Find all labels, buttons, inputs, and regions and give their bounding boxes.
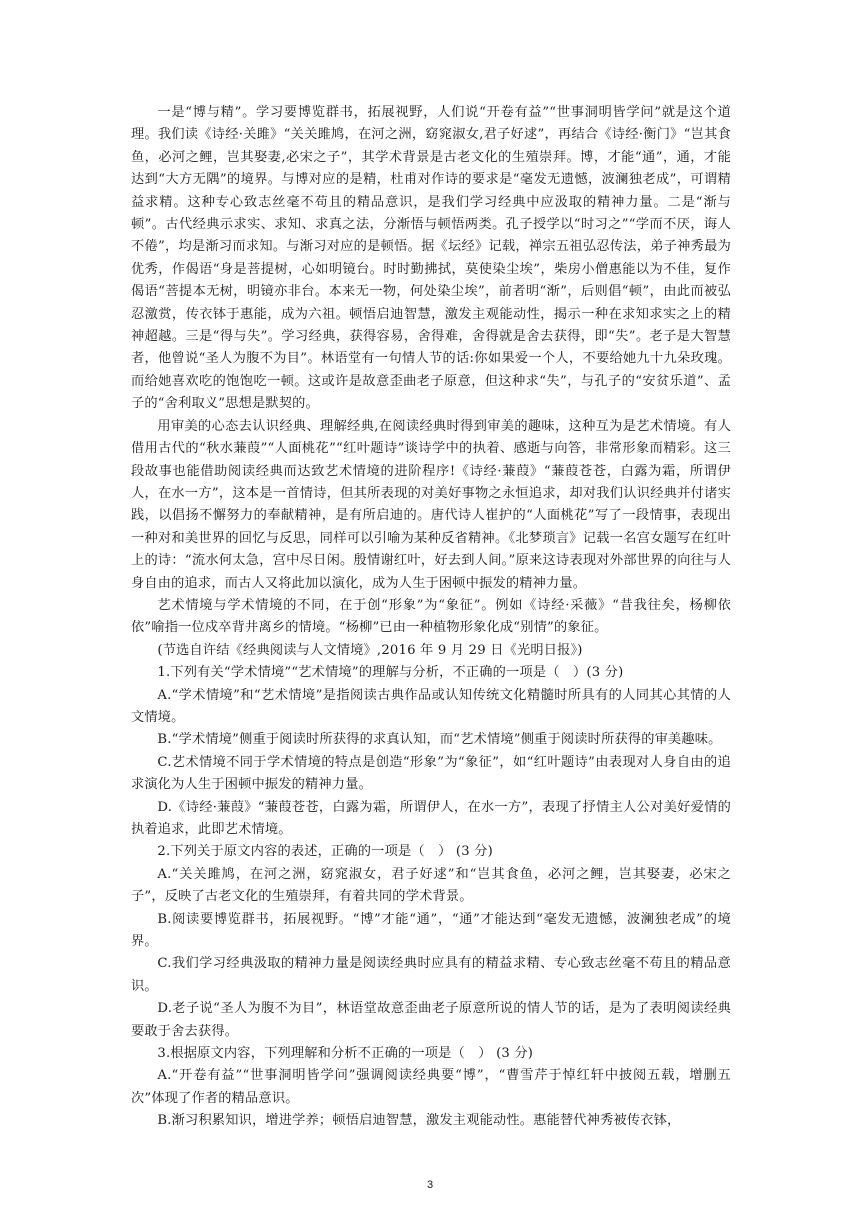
question-2-stem: 2.下列关于原文内容的表述，正确的一项是（ ） (3 分) (157, 844, 493, 860)
question-3-option-b: B.渐习积累知识，增进学养；顿悟启迪智慧，激发主观能动性。惠能替代神秀被传衣钵， (157, 1113, 681, 1129)
question-2-option-a: A.“关关雎鸠，在河之洲，窈窕淑女，君子好逑”和“岂其食鱼，必河之鲤，岂其娶妻，必宋之子”，反映了古老文化的生殖崇拜，有着共同的学术背景。 (131, 866, 731, 905)
question-1-option-b: B.“学术情境”侧重于阅读时所获得的求真认知，而“艺术情境”侧重于阅读时所获得的审美趣味。 (157, 732, 722, 748)
paragraph-symbol: 艺术情境与学术情境的不同，在于创“形象”为“象征”。例如《诗经·采薇》“昔我往矣，杨柳依依”喻指一位戍卒背井离乡的情境。“杨柳”已由一种植物形象化成“别情”的象征。 (131, 597, 731, 636)
document-body (131, 102, 731, 1133)
question-2-option-d: D.老子说“圣人为腹不为目”，林语堂故意歪曲老子原意所说的情人节的话，是为了表明阅读经典要敢于舍去获得。 (131, 1001, 731, 1039)
paragraph-artistic-context: 用审美的心态去认识经典、理解经典,在阅读经典时得到审美的趣味，这种互为是艺术情境。有人借用古代的“秋水蒹葭”“人面桃花”“红叶题诗”谈诗学中的执着、感逝与向答，非常形象而精彩。这三段故事也能借助阅读经典而达致艺术情境的进阶程序!《诗经·蒹葭》“蒹葭苍苍，白露为霜，所谓伊人，在水一方”，这本是一首情诗，但其所表现的对美好事物之永恒追求，却对我们认识经典并付诸实践，以倡扬不懈努力的奉献精神，是有所启迪的。唐代诗人崔护的“人面桃花”写了一段情事，表现出一种对和美世界的回忆与反思，同样可以引喻为某种反省精神。《北梦琐言》记载一名宫女题写在红叶上的诗：“流水何太急，宫中尽日闲。殷情谢红叶，好去到人间。”原来这诗表现对外部世界的向往与人身自由的追求，而古人又将此加以演化，成为人生于困顿中振发的精神力量。 (131, 418, 731, 591)
question-3-option-a: A.“开卷有益”“世事洞明皆学问”强调阅读经典要“博”，“曹雪芹于悼红轩中披阅五载，增删五次”体现了作者的精品意识。 (131, 1068, 731, 1106)
question-2-option-c: C.我们学习经典汲取的精神力量是阅读经典时应具有的精益求精、专心致志丝毫不苟且的精品意识。 (131, 956, 731, 994)
page-number: 3 (426, 1179, 434, 1191)
question-1-option-a: A.“学术情境”和“艺术情境”是指阅读古典作品或认知传统文化精髓时所具有的人同其心其情的人文情境。 (131, 687, 731, 725)
question-1-stem: 1.下列有关“学术情境”“艺术情境”的理解与分析，不正确的一项是（ ）(3 分) (157, 665, 624, 681)
paragraph-learning-principles: 一是“博与精”。学习要博览群书，拓展视野，人们说“开卷有益”“世事洞明皆学问”就是这个道理。我们读《诗经·关雎》“关关雎鸠，在河之洲，窈窕淑女,君子好逑”，再结合《诗经·衡门》“岂其食鱼，必河之鲤，岂其娶妻,必宋之子”，其学术背景是古老文化的生殖崇拜。博，才能“通”，通，才能达到“大方无隅”的境界。与博对应的是精，杜甫对作诗的要求是“毫发无遗憾，波澜独老成”，可谓精益求精。这种专心致志丝毫不苟且的精品意识，是我们学习经典中应汲取的精神力量。二是“渐与顿”。古代经典示求实、求知、求真之法，分渐悟与顿悟两类。孔子授学以“时习之”“学而不厌，诲人不倦”，均是渐习而求知。与渐习对应的是顿悟。据《坛经》记载，禅宗五祖弘忍传法，弟子神秀最为优秀，作偈语“身是菩提树，心如明镜台。时时勤拂拭，莫使染尘埃”，柴房小僧惠能以为不佳，复作偈语“菩提本无树，明镜亦非台。本来无一物，何处染尘埃”，前者明“渐”，后则倡“顿”，由此而被弘忍激赏，传衣钵于惠能，成为六祖。顿悟启迪智慧，激发主观能动性，揭示一种在求知求实之上的精神超越。三是“得与失”。学习经典，获得容易，舍得难，舍得就是舍去获得，即“失”。老子是大智慧者，他曾说“圣人为腹不为目”。林语堂有一句情人节的话:你如果爱一个人，不要给她九十九朵玫瑰。而给她喜欢吃的饱饱吃一顿。这或许是故意歪曲老子原意，但这种求“失”，与孔子的“安贫乐道”、孟子的“舍利取义”思想是默契的。 (131, 105, 731, 412)
question-3-stem: 3.根据原文内容，下列理解和分析不正确的一项是（ ） (3 分) (157, 1046, 534, 1062)
question-1-option-d: D.《诗经·蒹葭》“蒹葭苍苍，白露为霜，所谓伊人，在水一方”，表现了抒情主人公对美好爱情的执着追求，此即艺术情境。 (131, 799, 731, 837)
source-citation: (节选自许结《经典阅读与人文情境》,2016 年 9 月 29 日《光明日报》) (157, 642, 583, 658)
question-2-option-b: B.阅读要博览群书，拓展视野。“博”才能“通”，“通”才能达到“毫发无遗憾，波澜独老成”的境界。 (131, 911, 731, 950)
question-1-option-c: C.艺术情境不同于学术情境的特点是创造“形象”为“象征”，如“红叶题诗”由表现对人身自由的追求演化为人生于困顿中振发的精神力量。 (131, 754, 731, 793)
